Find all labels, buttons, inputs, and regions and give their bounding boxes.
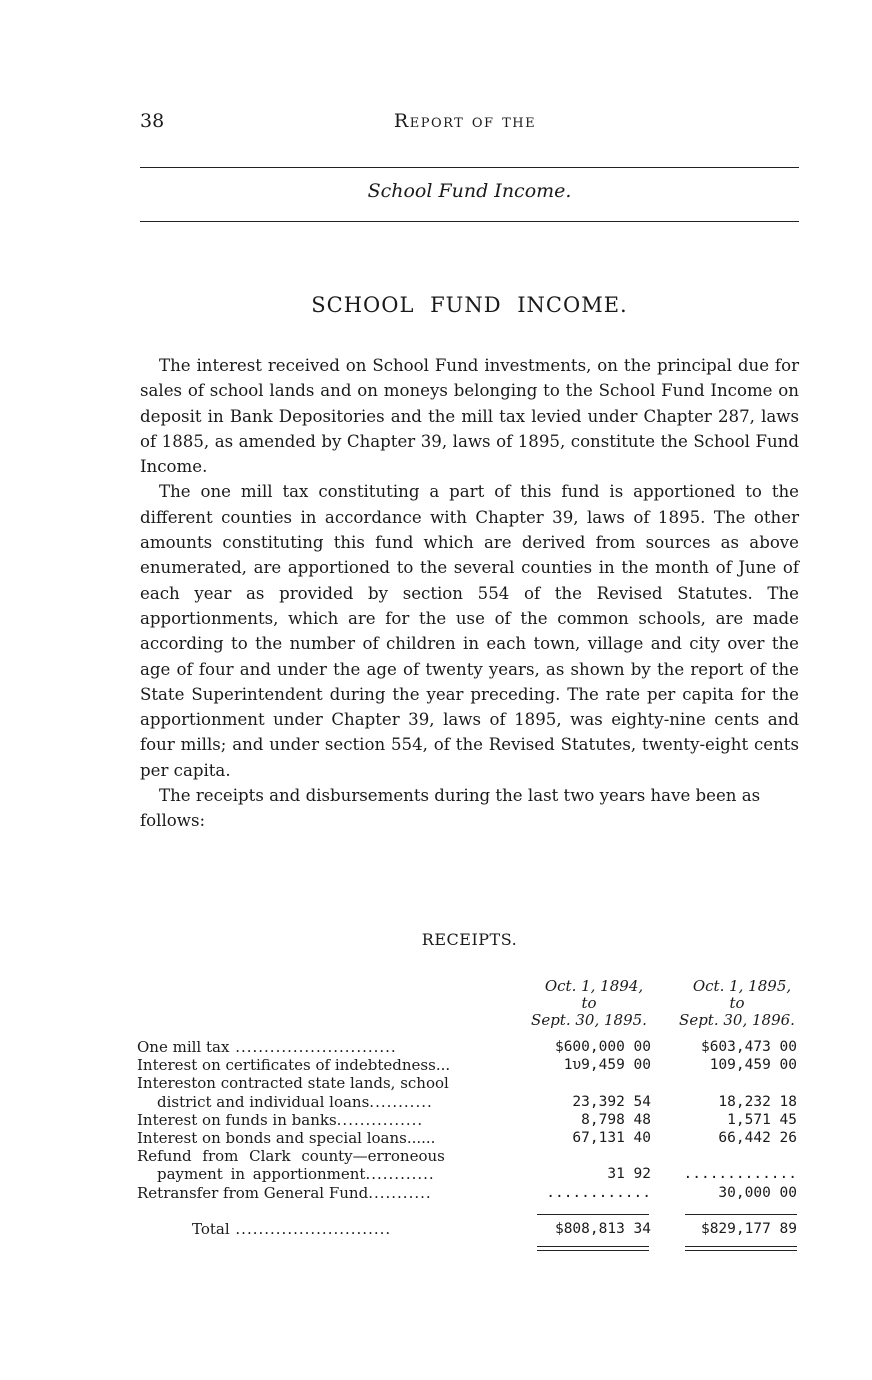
column-header-line: Oct. 1, 1894,	[544, 977, 644, 995]
running-head: Report of the	[393, 110, 537, 132]
total-row: Total ........................... $808,813 34 $829,177 89	[192, 1220, 797, 1238]
paragraph: The one mill tax constituting a part of this fund is apportioned to the different counties in accordance with Chapter 39, laws of 1895. The other amounts constituting this fund which are derived from sources as above enumerated, are apportioned to the several counties in the month of June of each year as provided by section 554 of the Revised Statutes. The apportionments, which are for the use of the common schools, are made according to the number of children in each town, village and city over the age of four and under the age of twenty years, as shown by the report of the State Superintendent during the year preceding. The rate per capita for the apportionment under Chapter 39, laws of 1895, was eighty-nine cents and four mills; and under section 554, of the Revised Statutes, twenty-eight cents per capita.	[140, 482, 799, 780]
amount-1896: 18,232 18	[718, 1093, 797, 1110]
row-label: Interest on bonds and special loans......	[137, 1128, 436, 1147]
table-row	[137, 1147, 801, 1165]
amount-1895: ............	[546, 1184, 651, 1201]
table-row: Retransfer from General Fund........... ............ 30,000 00	[137, 1183, 797, 1202]
row-label: Interest on certificates of indebtedness...	[137, 1056, 451, 1075]
page-title: SCHOOL FUND INCOME.	[311, 293, 628, 317]
receipts-heading: RECEIPTS.	[421, 930, 518, 949]
row-label: Interest on funds in banks	[137, 1110, 337, 1129]
header-rule-bottom	[140, 221, 799, 222]
table-row: One mill tax ............................ $600,000 00 $603,473 00	[137, 1038, 797, 1056]
column-header-line: Oct. 1, 1895,	[692, 977, 792, 995]
header-rule-top	[140, 167, 799, 168]
paragraph: The interest received on School Fund investments, on the principal due for sales of school lands and on moneys belonging to the School Fund Income on deposit in Bank Depositories and the mill tax levied under Chapter 287, laws of 1885, as amended by Chapter 39, laws of 1895, constitute the School Fund Income.	[140, 356, 799, 477]
amount-1895: 31 92	[607, 1166, 651, 1183]
column-header-line: Sept. 30, 1896.	[679, 1011, 795, 1029]
amount-1895: 23,392 54	[572, 1093, 651, 1110]
total-1895: $808,813 34	[554, 1221, 651, 1237]
total-label: Total	[192, 1220, 230, 1238]
amount-1896: 1,571 45	[727, 1111, 797, 1128]
total-1896: $829,177 89	[700, 1221, 797, 1237]
row-label: payment in apportionment	[157, 1165, 366, 1184]
subtotal-rule-1895	[537, 1214, 649, 1215]
subtotal-rule-1896	[685, 1214, 797, 1215]
receipts-table	[137, 1038, 801, 1238]
amount-1896: 109,459 00	[709, 1057, 797, 1074]
row-label: Refund from Clark county—erroneous	[137, 1147, 445, 1166]
paragraph: The receipts and disbursements during the last two years have been as follows:	[140, 786, 761, 831]
amount-1896: 30,000 00	[718, 1184, 797, 1201]
total-double-rule-1896	[685, 1246, 797, 1251]
table-row	[137, 1129, 801, 1147]
column-header-line: to	[729, 994, 745, 1012]
amount-1895: 8,798 48	[581, 1111, 651, 1128]
column-header-1894-1895	[526, 978, 652, 1029]
table-row: payment in apportionment............ 31 92 .............	[157, 1165, 797, 1184]
amount-1896: $603,473 00	[700, 1039, 797, 1055]
table-row	[137, 1074, 801, 1092]
table-row: Interest on funds in banks............... 8,798 48 1,571 45	[137, 1110, 797, 1129]
column-header-1895-1896	[674, 978, 800, 1029]
page-number: 38	[140, 110, 165, 132]
total-double-rule-1895	[537, 1246, 649, 1251]
column-header-line: to	[581, 994, 597, 1012]
amount-1896: 66,442 26	[718, 1129, 797, 1146]
table-row	[137, 1056, 801, 1074]
table-row: district and individual loans........... 23,392 54 18,232 18	[157, 1092, 797, 1111]
amount-1896: .............	[683, 1166, 797, 1183]
section-head: School Fund Income.	[367, 180, 572, 202]
amount-1895: $600,000 00	[554, 1039, 651, 1055]
column-header-line: Sept. 30, 1895.	[531, 1011, 647, 1029]
row-label: Intereston contracted state lands, school	[137, 1074, 449, 1093]
amount-1895: 67,131 40	[572, 1129, 651, 1146]
row-label: Retransfer from General Fund	[137, 1183, 369, 1202]
body-text	[140, 353, 799, 834]
row-label: district and individual loans	[157, 1092, 370, 1111]
row-label: One mill tax	[137, 1038, 230, 1056]
amount-1895: 1υ9,459 00	[563, 1057, 651, 1074]
